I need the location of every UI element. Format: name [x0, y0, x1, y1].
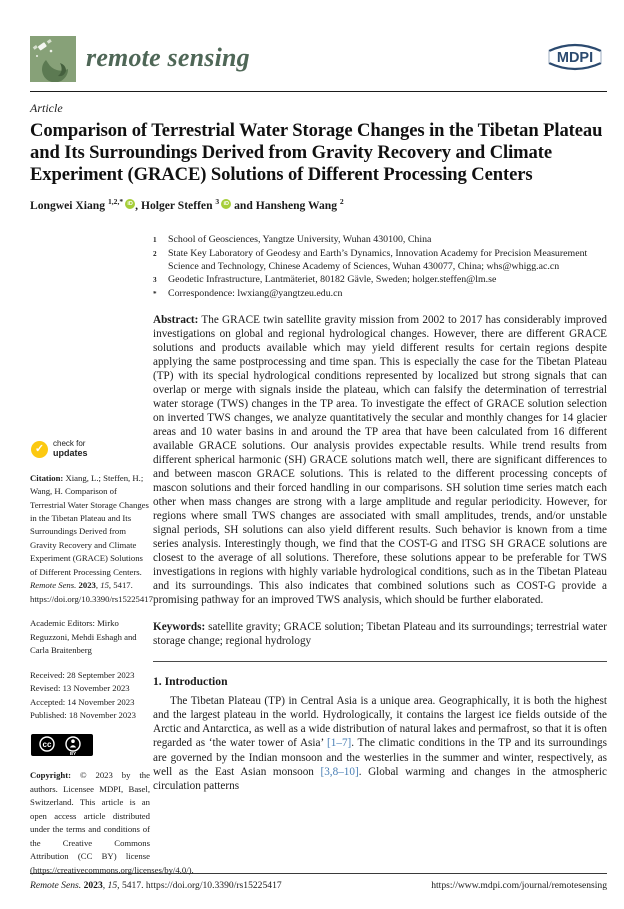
article-type-label: Article	[30, 101, 63, 115]
abstract-divider	[153, 661, 607, 662]
abstract-label: Abstract:	[153, 313, 199, 326]
intro-text: . Global warming and changes in the atmospheric circulation patterns	[153, 765, 607, 793]
citation-journal: Remote Sens.	[30, 580, 79, 591]
received-date	[30, 669, 150, 682]
license-link[interactable]: https://creativecommons.org/licenses/by/4.0/	[32, 864, 189, 875]
academic-editors-label: Academic Editors:	[30, 618, 95, 629]
mdpi-logo[interactable]	[543, 38, 607, 81]
remote-sensing-logo-icon	[30, 36, 76, 82]
correspondence-text: Correspondence: lwxiang@yangtzeu.edu.cn	[168, 287, 343, 299]
revised-label: Revised:	[30, 683, 61, 694]
paper-title: Comparison of Terrestrial Water Storage Changes in the Tibetan Plateau and Its Surroundings Derived from Gravity Recovery and Climate Experiment (GRACE) Solutions of Different Processing Centers	[30, 120, 603, 185]
affiliations-list	[153, 233, 607, 301]
footer-year: 2023	[83, 880, 103, 891]
footer-journal: Remote Sens.	[30, 880, 84, 891]
page-footer	[30, 873, 607, 891]
published-date	[30, 709, 150, 722]
author-affiliation-sup: 2	[339, 197, 344, 206]
author-conjunction: and	[231, 198, 256, 212]
revised-date	[30, 682, 150, 695]
footer-divider	[30, 873, 607, 874]
abstract-paragraph	[153, 313, 607, 607]
article-body-column	[153, 233, 607, 877]
author-line	[30, 197, 607, 212]
affiliation-marker: *	[153, 289, 157, 298]
by-icon: BY	[69, 750, 77, 756]
page-header	[30, 36, 607, 82]
author-affiliation-sup: 1,2,*	[107, 197, 124, 206]
academic-editors-block	[30, 617, 150, 657]
intro-text: . The climatic conditions in the TP and its surroundings are governed by the Indian monsoon and the westerlies in the summer and winter, respectively, as well as the East Asian monsoon	[153, 737, 608, 778]
published-label: Published:	[30, 710, 67, 721]
check-icon: ✓	[31, 441, 48, 458]
author-name[interactable]: Longwei Xiang	[30, 198, 108, 212]
keywords-paragraph	[153, 620, 607, 648]
check-for-updates-label	[53, 440, 88, 459]
citation-text: Xiang, L.; Steffen, H.; Wang, H. Comparison of Terrestrial Water Storage Changes in the Tibetan Plateau and Its Surroundings Derived from Gravity Recovery and Climate Experiment (GRACE) Solutions of Different Processing Centers.	[30, 472, 149, 577]
received-label: Received:	[30, 669, 65, 680]
header-divider	[30, 91, 607, 92]
journal-name: remote sensing	[86, 43, 250, 72]
accepted-label: Accepted:	[30, 696, 66, 707]
journal-logo[interactable]	[30, 36, 250, 82]
author-name[interactable]: Hansheng Wang	[255, 198, 340, 212]
accepted-date	[30, 696, 150, 709]
academic-editors-names: Mirko Reguzzoni, Mehdi Eshagh and Carla Braitenberg	[30, 618, 137, 656]
citation-year: 2023	[78, 580, 96, 591]
cc-by-license-badge[interactable]	[31, 734, 150, 760]
affiliation-row	[153, 273, 607, 287]
affiliation-row	[153, 287, 607, 301]
keywords-label: Keywords:	[153, 620, 206, 633]
citation-block	[30, 472, 153, 607]
citation-ref-link[interactable]: [3,8–10]	[320, 765, 359, 778]
accepted-value: 14 November 2023	[65, 696, 135, 707]
copyright-block	[30, 769, 194, 877]
author-name[interactable]: Holger Steffen	[140, 198, 216, 212]
published-value: 18 November 2023	[66, 710, 136, 721]
citation-ref-link[interactable]: [1–7]	[327, 737, 352, 750]
keywords-text: satellite gravity; GRACE solution; Tibetan Plateau and its surroundings; terrestrial water storage change; regional hydrology	[153, 620, 607, 647]
copyright-label: Copyright:	[30, 770, 72, 781]
author-affiliation-sup: 3	[215, 197, 220, 206]
cc-icon: cc	[42, 739, 52, 749]
affiliation-text: School of Geosciences, Yangtze University, Wuhan 430100, China	[168, 233, 432, 245]
footer-journal-url[interactable]: https://www.mdpi.com/journal/remotesensing	[431, 880, 607, 891]
citation-label: Citation:	[30, 472, 64, 483]
history-dates	[30, 669, 150, 723]
citation-doi-link[interactable]: https://doi.org/10.3390/rs15225417	[30, 593, 153, 604]
citation-pages: , 5417.	[108, 580, 133, 591]
footer-citation	[30, 880, 282, 891]
abstract-text: The GRACE twin satellite gravity mission from 2002 to 2017 has considerably improved investigations on global and regional hydrological changes. However, there are different GRACE solutions and products available which may yield different results for certain regions despite applying the same postprocessing and time span. This is especially the case for the Tibetan Plateau (TP) with its special hydrological conditions represented by localized but strong signals that can overlap or merge with signals inside the plateau, which can falsify the determination of terrestrial water storage (TWS) changes in the TP area. To investigate the effect of GRACE solution selection on inverted TWS changes, we analyze quantitatively the secular and monthly changes for 14 glacier areas and 10 water basins in and around the TP area that have been calculated from 16 different available GRACE solutions. Our analysis provides expectable results. While trend results from different spherical harmonic (SH) GRACE solutions match well, there are significant differences to and between mascon GRACE solutions. This is related to the different processing concepts of mascon solutions and their forced handling in our comparisons. SH solution time series match each other when mass changes are strong with a large amplitude and regular periodicity. However, for regions where small TWS changes are associated with small amplitudes, trends, and/or unstable signal periods, SH solutions can also yield different results. Such behavior is known from a time series analysis. Interestingly though, we find that the COST-G and ITSG SH GRACE solutions are closest to the average of all solutions. Therefore, these solutions appear to be preferable for TWS investigations in regions with highly variable hydrological conditions, such as in the Tibetan Plateau and its surroundings. This also indicates that combined solutions such as COST-G provide a promising pathway for an improved TWS analysis, which should be further elaborated.	[153, 313, 607, 606]
affiliation-marker: 2	[153, 249, 157, 258]
received-value: 28 September 2023	[64, 669, 135, 680]
orcid-icon[interactable]: iD	[125, 199, 135, 209]
section-heading-introduction: 1. Introduction	[153, 674, 228, 688]
copyright-text: © 2023 by the authors. Licensee MDPI, Basel, Switzerland. This article is an open access article distributed under the terms and conditions of the Creative Commons Attribution (CC BY) license (	[30, 770, 150, 875]
footer-doi-link[interactable]: , 5417. https://doi.org/10.3390/rs15225417	[117, 880, 282, 891]
revised-value: 13 November 2023	[60, 683, 130, 694]
citation-separator: ,	[95, 580, 101, 591]
copyright-tail: ).	[188, 864, 194, 875]
check-label-line1: check for	[53, 438, 86, 448]
affiliation-marker: 3	[153, 275, 157, 284]
author-separator: ,	[135, 198, 141, 212]
affiliation-row	[153, 233, 607, 247]
footer-separator: ,	[102, 880, 108, 891]
check-for-updates-button[interactable]	[31, 440, 150, 459]
introduction-paragraph	[153, 694, 607, 793]
orcid-icon[interactable]: iD	[221, 199, 231, 209]
footer-volume: 15	[107, 880, 118, 891]
affiliation-text: State Key Laboratory of Geodesy and Earth’s Dynamics, Innovation Academy for Precision Measurement Science and Technology, Chinese Academy of Sciences, Wuhan 430077, China; whs@whigg.ac.cn	[168, 247, 588, 272]
affiliation-text: Geodetic Infrastructure, Lantmäteriet, 80182 Gävle, Sweden; holger.steffen@lm.se	[168, 273, 497, 285]
citation-volume: 15	[100, 580, 109, 591]
affiliation-row	[153, 247, 607, 273]
check-label-line2: updates	[53, 447, 88, 458]
intro-text: The Tibetan Plateau (TP) in Central Asia is a unique area. Geographically, it is both the highest and the largest plateau in the world. Hydrologically, it contains the largest ice fields outside of the Arctic and Antarctica, as well as a wide distribution of natural lakes and permafrost, so that it is often regarded as ‘the water tower of Asia’	[153, 694, 607, 750]
affiliation-marker: 1	[153, 235, 157, 244]
mdpi-logo-text: MDPI	[556, 49, 594, 66]
